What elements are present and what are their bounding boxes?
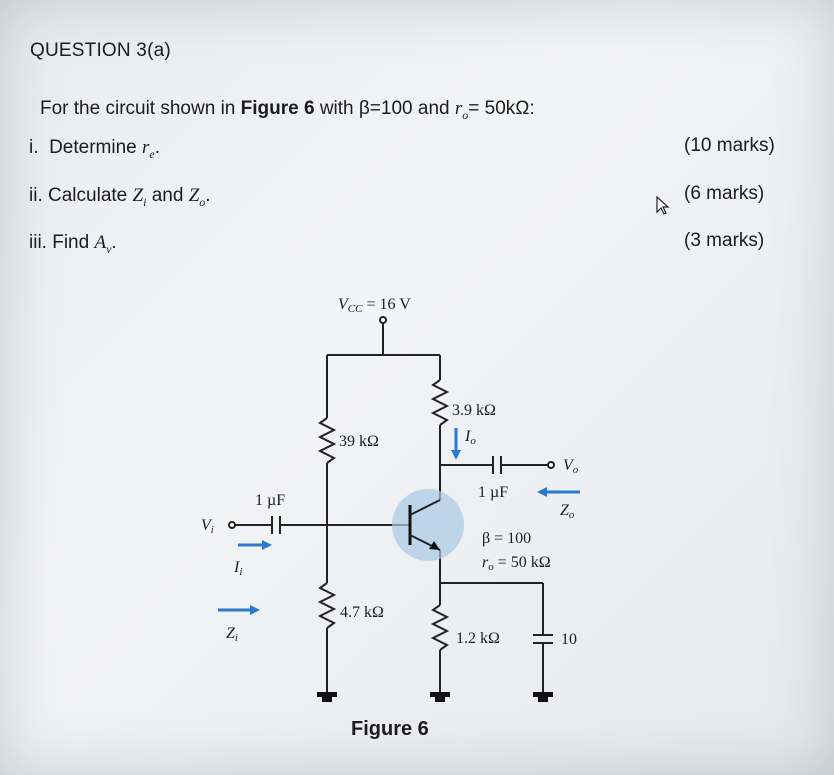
rc-label: 3.9 kΩ <box>452 402 496 419</box>
beta-label: β = 100 <box>482 530 532 547</box>
intro-ro-symbol: $r_o$ <box>454 98 469 122</box>
vo-label: Vo <box>563 457 579 476</box>
item-symbol: $r_e$ <box>141 137 155 161</box>
zi-arrow-icon <box>250 605 260 615</box>
marks-item-1: (10 marks) <box>684 135 775 156</box>
figure-caption: Figure 6 <box>351 718 429 740</box>
item-number: ii. <box>29 185 43 206</box>
item-symbol: $A_v$ <box>94 232 112 256</box>
ii-arrow-icon <box>262 540 272 550</box>
vcc-label: VCC = 16 V <box>338 296 411 315</box>
item-symbol: $Z_i$ <box>132 185 147 209</box>
ii-label: Ii <box>234 559 243 578</box>
question-item-1: i. Determine $r_e$. <box>29 137 160 161</box>
item-text: Find <box>52 232 95 253</box>
item-text: Determine <box>49 137 142 158</box>
marks-item-3: (3 marks) <box>684 230 765 251</box>
io-label: Io <box>465 428 476 447</box>
intro-suffix: = 50kΩ: <box>468 98 535 119</box>
zi-label: Zi <box>226 625 238 644</box>
marks-item-2: (6 marks) <box>684 183 765 204</box>
question-item-2: ii. Calculate $Z_i$ and $Z_o$. <box>29 185 211 209</box>
cin-label: 1 µF <box>255 492 286 509</box>
cout-label: 1 µF <box>478 484 509 501</box>
zo-label: Zo <box>560 502 575 521</box>
intro-figure-ref: Figure 6 <box>240 98 315 119</box>
r1-label: 39 kΩ <box>339 433 379 450</box>
intro-with: with β=100 and <box>314 98 455 119</box>
item-text: Calculate <box>48 185 133 206</box>
re-label: 1.2 kΩ <box>456 630 500 647</box>
ro-label: ro = 50 kΩ <box>482 554 551 573</box>
intro-prefix: For the circuit shown in <box>40 98 241 119</box>
io-arrow-icon <box>451 450 461 460</box>
transistor-highlight <box>392 489 464 561</box>
question-title: QUESTION 3(a) <box>30 40 171 61</box>
zo-arrow-icon <box>537 487 547 497</box>
item-number: iii. <box>29 232 47 253</box>
question-item-3: iii. Find $A_v$. <box>29 232 117 256</box>
item-number: i. <box>29 137 39 158</box>
vi-label: Vi <box>201 517 214 536</box>
item-symbol-2: $Z_o$ <box>188 185 206 209</box>
r2-label: 4.7 kΩ <box>340 604 384 621</box>
ce-label: 10 <box>561 631 577 648</box>
